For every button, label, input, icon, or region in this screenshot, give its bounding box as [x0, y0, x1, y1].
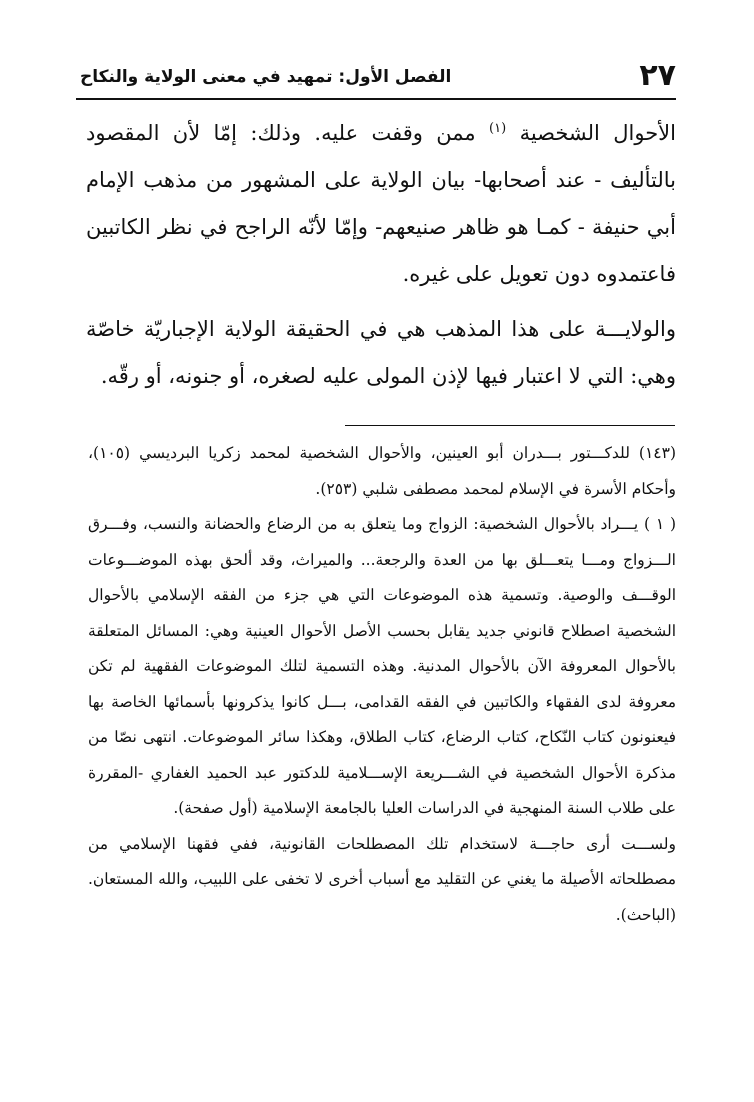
paragraph-1-rest: ممن وقفت عليه. وذلك: إمّا لأن المقصود بالتأليف - عند أصحابها- بيان الولاية على المشهور من مذهب الإمام أبي حنيفة - كمـا هو ظاهر صنيعهم- وإمّا لأنّه الراجح في نظر الكاتبين فاعتمدوه دون تعويل على غيره.	[86, 121, 676, 286]
footnotes	[88, 436, 676, 933]
main-text	[86, 110, 676, 400]
footnote-reference-1: (١)	[489, 121, 507, 136]
main-paragraph-2: والولايـــة على هذا المذهب هي في الحقيقة الولاية الإجباريّة خاصّة وهي: التي لا اعتبار فيها لإذن المولى عليه لصغره، أو جنونه، أو رقّه.	[86, 317, 676, 388]
footnote-continued: (١٤٣) للدكـــتور بـــدران أبو العينين، والأحوال الشخصية لمحمد زكريا البرديسي (١٠٥)، وأحكام الأسرة في الإسلام لمحمد مصطفى شلبي (٢٥٣).	[88, 444, 676, 498]
footnote-1	[88, 507, 676, 827]
page-number: ٢٧	[639, 58, 676, 93]
footnote-1-note: ولســـت أرى حاجـــة لاستخدام تلك المصطلحات القانونية، ففي فقهنا الإسلامي من مصطلحاته الأصيلة ما يغني عن التقليد مع أسباب أخرى لا تخفى على اللبيب، والله المستعان. (الباحث).	[88, 834, 676, 924]
main-paragraph-1	[86, 110, 676, 298]
footnote-1-text: يـــراد بالأحوال الشخصية: الزواج وما يتعلق به من الرضاع والحضانة والنسب، وفـــرق الـــزواج ومـــا يتعـــلق بها من العدة والرجعة... والميراث، وقد ألحق بهذه الموضـــوعات الوقـــف والوصية. وتسمية هذه الموضوعات التي هي جزء من الفقه الإسلامي بالأحوال الشخصية اصطلاح قانوني جديد يقابل بحسب الأصل الأحوال العينية وهي: المسائل المتعلقة بالأحوال المعروفة الآن بالأحوال المدنية. وهذه التسمية لتلك الموضوعات الفقهية لم تكن معروفة لدى الفقهاء والكاتبين في الفقه القدامى، بـــل كانوا يذكرونها بأسمائها الخاصة بها فيعنونون كتاب النّكاح، كتاب الرضاع، كتاب الطلاق، وهكذا سائر الموضوعات. انتهى نصّا من مذكرة الأحوال الشخصية في الشـــريعة الإســـلامية للدكتور عبد الحميد الغفاري -المقررة على طلاب السنة المنهجية في الدراسات العليا بالجامعة الإسلامية (أول صفحة).	[88, 515, 676, 817]
running-title: الفصل الأول: تمهيد في معنى الولاية والنكاح	[80, 67, 452, 87]
page-header	[76, 58, 676, 98]
header-rule	[76, 98, 676, 100]
footnote-separator	[345, 425, 675, 426]
footnote-1-label: ( ١ )	[644, 515, 676, 533]
paragraph-1-start: الأحوال الشخصية	[519, 121, 676, 145]
